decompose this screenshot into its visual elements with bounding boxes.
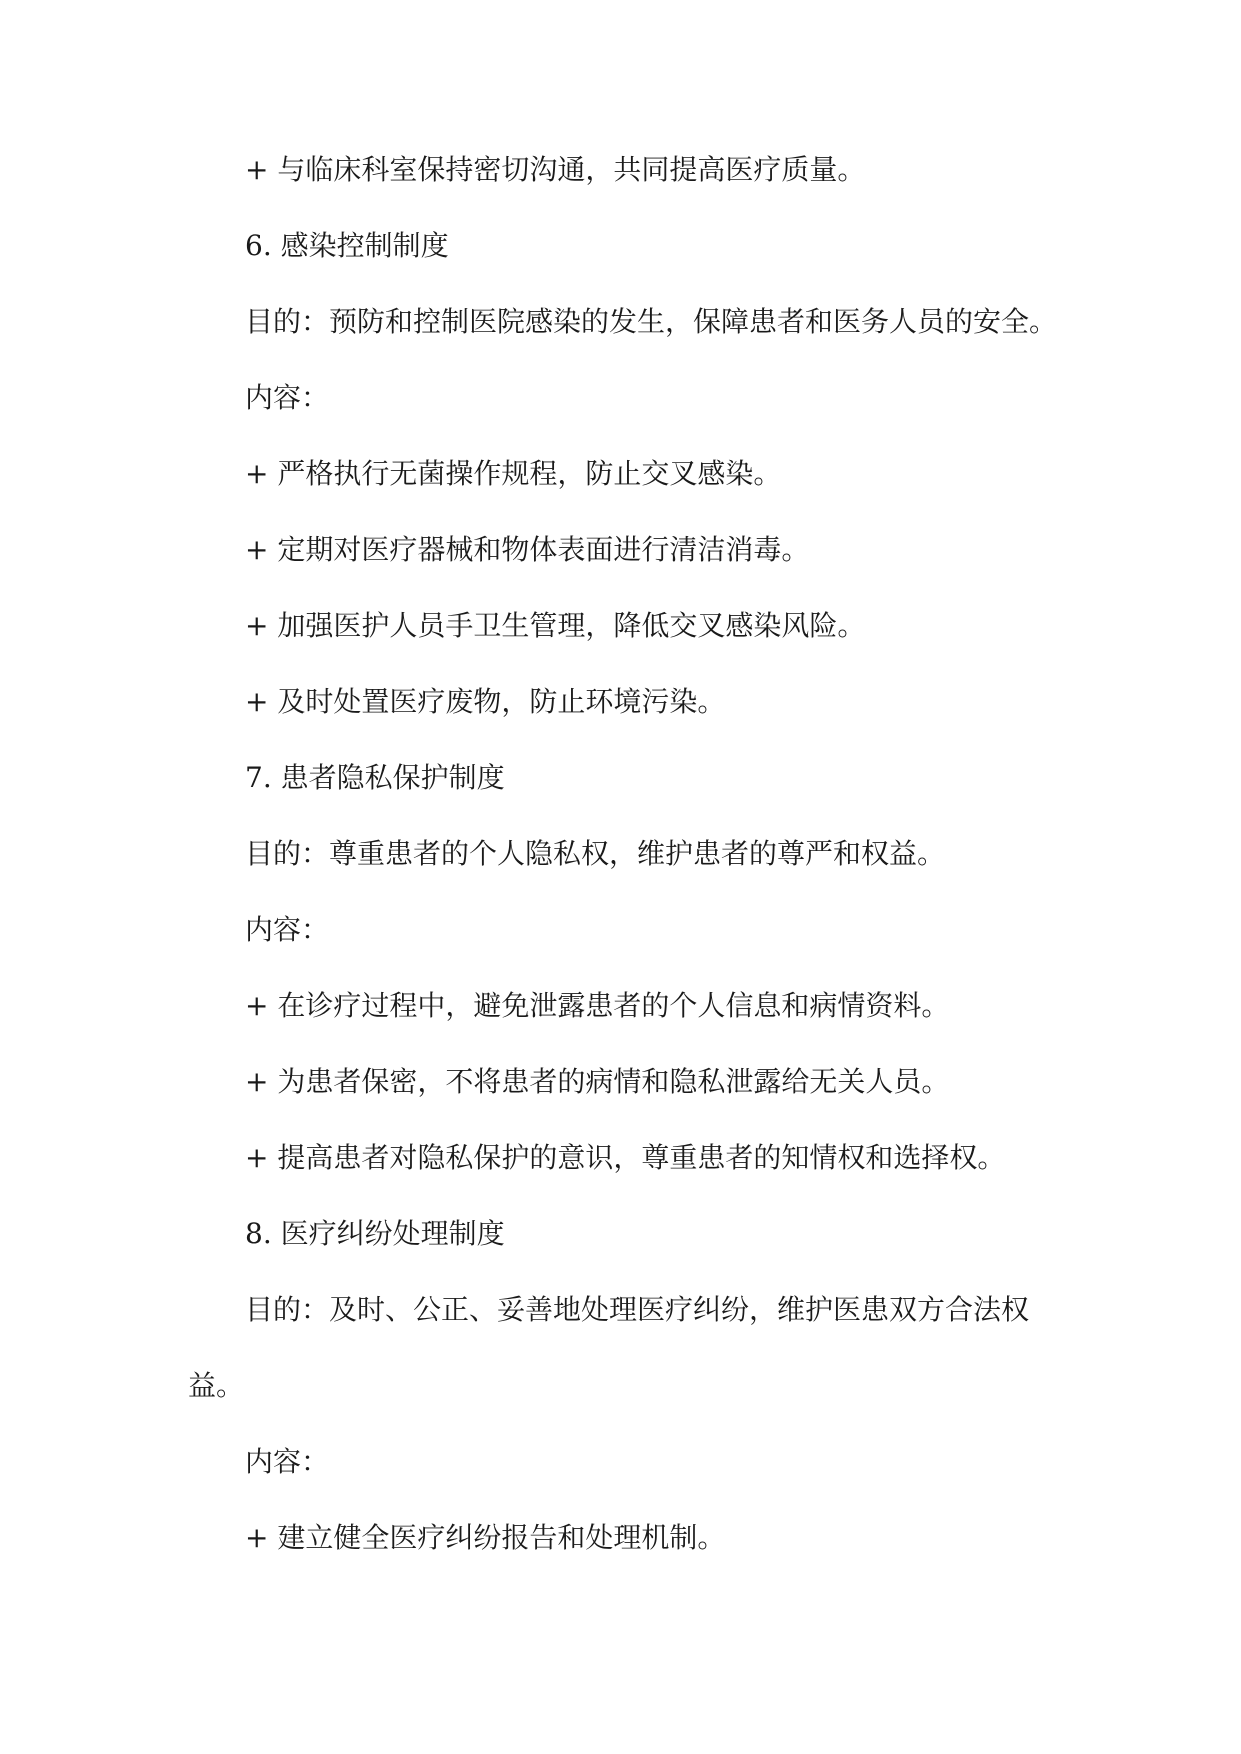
bullet-item: + 加强医护人员手卫生管理，降低交叉感染风险。 (245, 609, 866, 642)
section-heading: 7. 患者隐私保护制度 (245, 761, 505, 794)
purpose-line-continuation: 益。 (188, 1369, 245, 1402)
bullet-item: + 定期对医疗器械和物体表面进行清洁消毒。 (245, 533, 810, 566)
content-label: 内容： (245, 913, 330, 946)
content-label: 内容： (245, 1445, 330, 1478)
content-label: 内容： (245, 381, 330, 414)
purpose-line: 目的：预防和控制医院感染的发生，保障患者和医务人员的安全。 (245, 305, 1058, 338)
purpose-line: 目的：及时、公正、妥善地处理医疗纠纷，维护医患双方合法权 (245, 1293, 1030, 1326)
bullet-item: + 建立健全医疗纠纷报告和处理机制。 (245, 1521, 726, 1554)
section-heading: 6. 感染控制制度 (245, 229, 449, 262)
section-heading: 8. 医疗纠纷处理制度 (245, 1217, 505, 1250)
bullet-item: + 严格执行无菌操作规程，防止交叉感染。 (245, 457, 782, 490)
bullet-item: + 及时处置医疗废物，防止环境污染。 (245, 685, 726, 718)
purpose-line: 目的：尊重患者的个人隐私权，维护患者的尊严和权益。 (245, 837, 946, 870)
bullet-item: + 在诊疗过程中，避免泄露患者的个人信息和病情资料。 (245, 989, 950, 1022)
bullet-item: + 为患者保密，不将患者的病情和隐私泄露给无关人员。 (245, 1065, 950, 1098)
bullet-item: + 提高患者对隐私保护的意识，尊重患者的知情权和选择权。 (245, 1141, 1006, 1174)
bullet-item: + 与临床科室保持密切沟通，共同提高医疗质量。 (245, 153, 866, 186)
